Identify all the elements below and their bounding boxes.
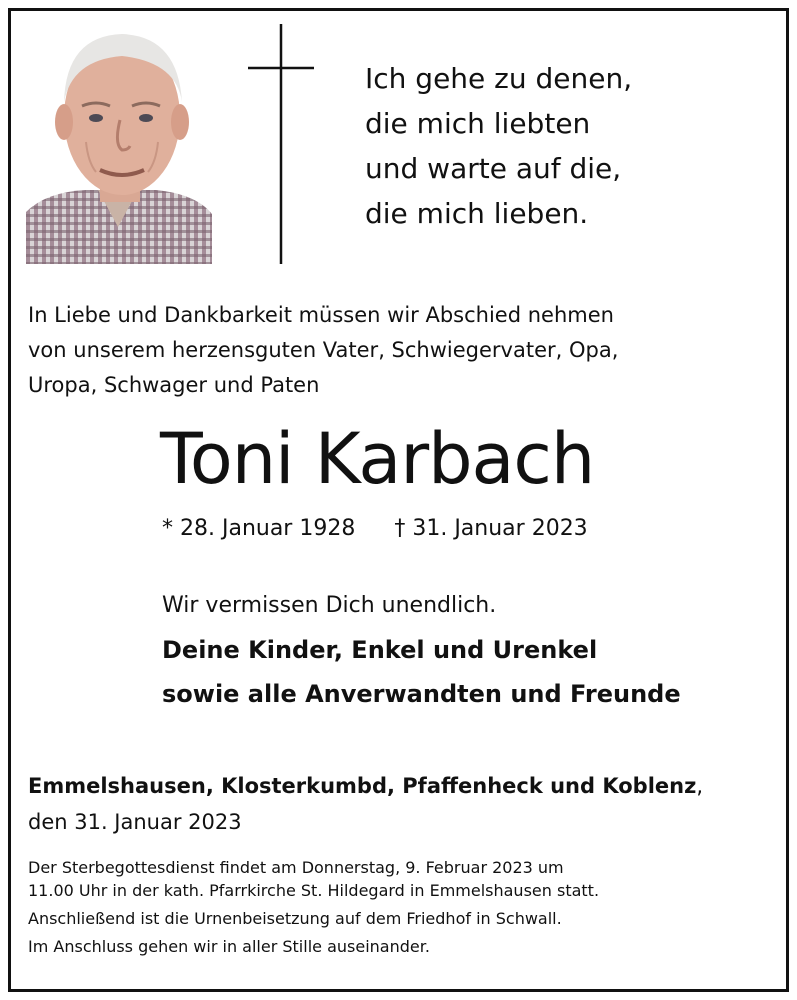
mourning-message: Wir vermissen Dich unendlich. xyxy=(162,593,497,618)
service-info-line: 11.00 Uhr in der kath. Pfarrkirche St. Hildegard in Emmelshausen statt. xyxy=(28,881,600,900)
mourners-line: sowie alle Anverwandten und Freunde xyxy=(162,680,681,708)
announcement-date: den 31. Januar 2023 xyxy=(28,810,242,834)
service-info-line: Der Sterbegottesdienst findet am Donnerstag, 9. Februar 2023 um xyxy=(28,858,564,877)
intro-line: In Liebe und Dankbarkeit müssen wir Abschied nehmen xyxy=(28,303,614,327)
poem-line: die mich lieben. xyxy=(365,197,589,230)
poem-line: Ich gehe zu denen, xyxy=(365,62,633,95)
locations: Emmelshausen, Klosterkumbd, Pfaffenheck und Koblenz xyxy=(28,774,697,798)
farewell-info: Im Anschluss gehen wir in aller Stille auseinander. xyxy=(28,937,430,956)
mourners-signature xyxy=(162,628,681,716)
birth-date: * 28. Januar 1928 xyxy=(162,516,356,541)
life-dates xyxy=(162,512,588,546)
farewell-intro xyxy=(28,298,618,403)
locations-comma: , xyxy=(696,774,704,798)
poem-line: die mich liebten xyxy=(365,107,591,140)
mourners-line: Deine Kinder, Enkel und Urenkel xyxy=(162,636,598,664)
poem-line: und warte auf die, xyxy=(365,152,622,185)
place-and-date xyxy=(28,768,703,840)
death-date: † 31. Januar 2023 xyxy=(394,516,588,541)
deceased-name: Toni Karbach xyxy=(160,418,595,500)
locations-line xyxy=(28,768,703,804)
service-notes xyxy=(28,856,599,958)
cross-icon xyxy=(248,24,314,264)
burial-info: Anschließend ist die Urnenbeisetzung auf dem Friedhof in Schwall. xyxy=(28,909,562,928)
intro-line: von unserem herzensguten Vater, Schwiegervater, Opa, xyxy=(28,338,619,362)
memorial-poem xyxy=(365,56,632,236)
intro-line: Uropa, Schwager und Paten xyxy=(28,373,320,397)
portrait-photo xyxy=(26,22,212,264)
